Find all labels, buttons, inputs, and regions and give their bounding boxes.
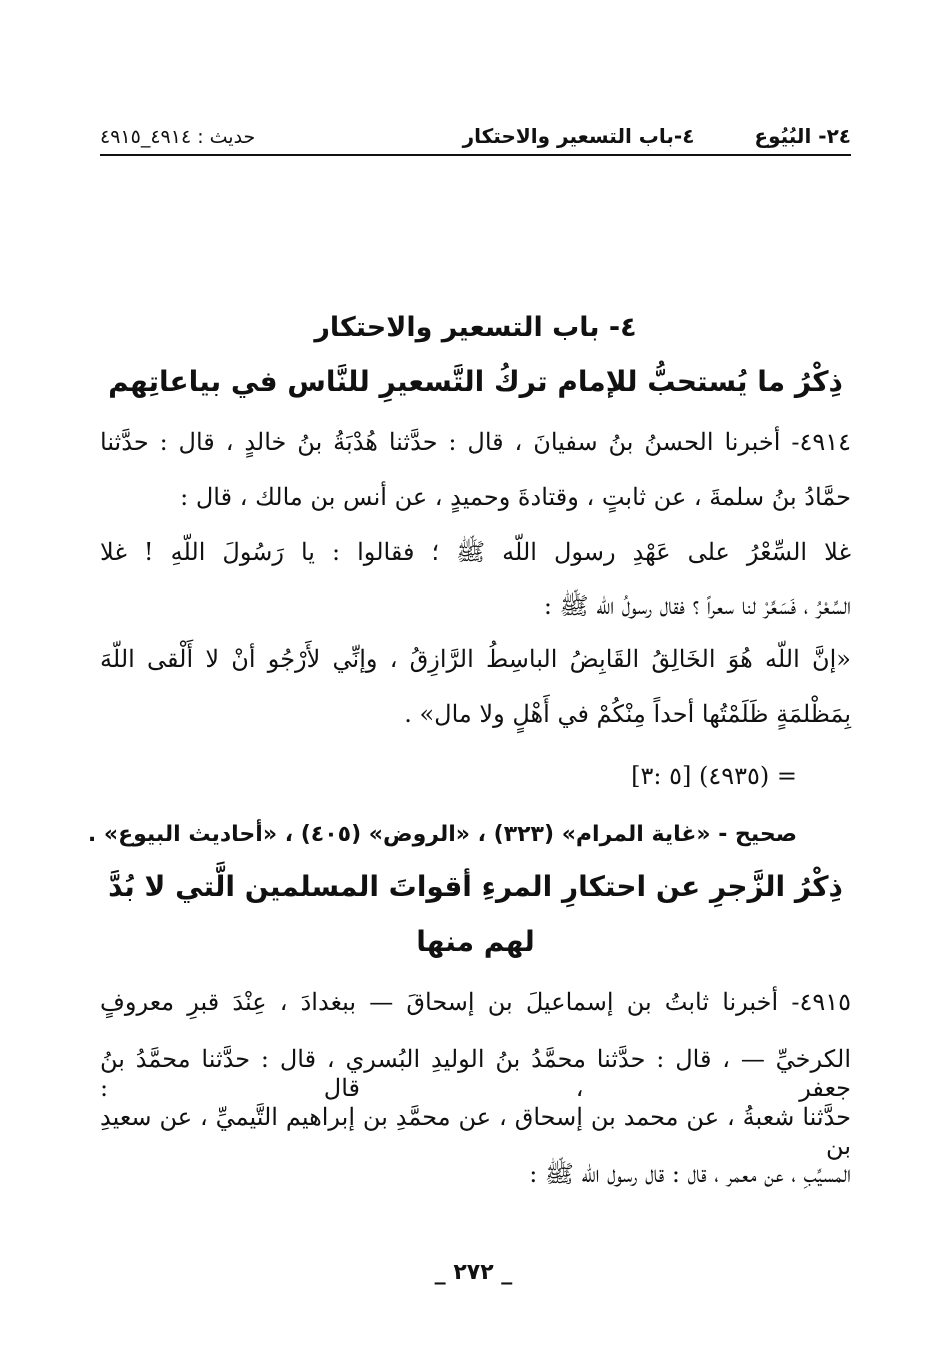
hadith-4914-line-6: بِمَظْلمَةٍ ظَلَمْتُها أحداً مِنْكُمْ في أَهْلٍ ولا مال» . — [404, 700, 851, 728]
heading-hoarding-line-1: ذِكْرُ الزَّجرِ عن احتكارِ المرءِ أقواتَ المسلمين الَّتي لا بُدَّ — [108, 870, 843, 903]
hadith-4914-line-4: السِّعْرُ ، فَسَعِّرْ لنا سعراً ؟ فقال رسولُ اللّه ﷺ : — [543, 592, 851, 620]
hadith-4914-line-3: غلا السِّعْرُ على عَهْدِ رسول اللّه ﷺ ؛ فقالوا : يا رَسُولَ اللّهِ ! غلا — [100, 538, 851, 566]
hadith-4914-line-2: حمَّادُ بنُ سلمةَ ، عن ثابتٍ ، وقتادةَ وحميدٍ ، عن أنس بن مالك ، قال : — [180, 483, 851, 511]
hadith-4915-line-2: الكرخيِّ — ، قال : حدَّثنا محمَّدُ بنُ الوليدِ البُسري ، قال : حدَّثنا محمَّدُ بنُ جعفر ، قال : — [100, 1045, 851, 1102]
hadith-4914-line-1: ٤٩١٤- أخبرنا الحسنُ بنُ سفيانَ ، قال : حدَّثنا هُدْبَةُ بنُ خالدٍ ، قال : حدَّثنا — [100, 428, 851, 456]
hadith-4914-crossref: = (٤٩٣٥) [٥ :٣] — [631, 762, 797, 790]
heading-preferred-no-pricing: ذِكْرُ ما يُستحبُّ للإمام تركُ التَّسعيرِ للنَّاس في بياعاتِهم — [108, 365, 843, 398]
hadith-4915-line-4: المسيِّبِ ، عن معمر ، قال : قال رسول اللّه ﷺ : — [529, 1160, 851, 1188]
hadith-4914-line-5: «إنَّ اللّه هُوَ الخَالِقُ القَابِضُ الباسِطُ الرَّازِقُ ، وإنِّي لأَرْجُو أنْ لا أَلْقى اللّهَ — [100, 645, 851, 673]
running-header — [100, 108, 851, 156]
page-number: _ ٢٧٢ _ — [434, 1260, 513, 1285]
section-title: ٤- باب التسعير والاحتكار — [314, 312, 637, 343]
hadith-range: حديث : ٤٩١٤_٤٩١٥ — [100, 126, 256, 148]
chapter-label: ٢٤- البُيُوع — [754, 124, 851, 148]
section-label: ٤-باب التسعير والاحتكار — [462, 124, 695, 148]
hadith-4915-line-1: ٤٩١٥- أخبرنا ثابتُ بن إسماعيلَ بن إسحاقَ — ببغدادَ ، عِنْدَ قبرِ معروفٍ — [100, 988, 851, 1016]
hadith-4915-line-3: حدَّثنا شعبةُ ، عن محمد بن إسحاق ، عن محمَّدِ بن إبراهيم التَّيميِّ ، عن سعيدِ بن — [100, 1103, 851, 1160]
header-right — [463, 124, 851, 148]
heading-hoarding-line-2: لهم منها — [416, 925, 535, 958]
hadith-grading: صحيح - «غاية المرام» (٣٢٣) ، «الروض» (٤٠٥) ، «أحاديث البيوع» . — [87, 822, 797, 847]
